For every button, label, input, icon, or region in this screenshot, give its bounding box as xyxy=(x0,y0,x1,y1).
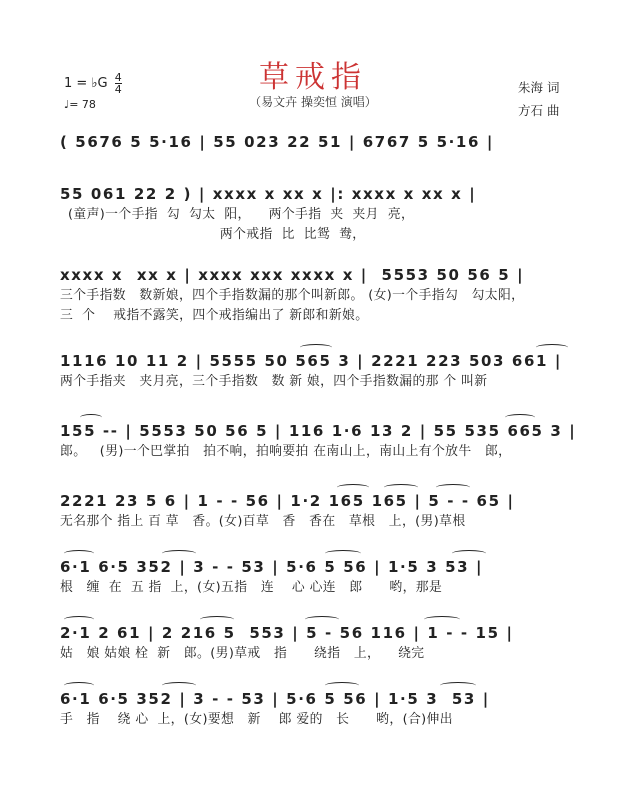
score-line-2 xyxy=(60,183,580,245)
key-label: 1 = ♭G xyxy=(64,76,108,91)
slur-mark xyxy=(424,616,460,623)
lyric-row: 手 指 绕 心 上，(女)要想 新 郎 爱的 长 哟，(合)伸出 xyxy=(60,712,453,727)
slur-mark xyxy=(162,550,196,557)
notation-row: 55 061 22 2 ) | xxxx x xx x |: xxxx x xx x | xyxy=(60,185,477,203)
slur-mark xyxy=(80,414,102,421)
notation-row: 6·1 6·5 352 | 3 - - 53 | 5·6 5 56 | 1·5 3 53 | xyxy=(60,558,484,576)
score-line-4 xyxy=(60,350,580,392)
notation-row: xxxx x xx x | xxxx xxx xxxx x | 5553 50 56 5 | xyxy=(60,266,525,284)
notation-row: ( 5676 5 5·16 | 55 023 22 51 | 6767 5 5·16 | xyxy=(60,133,494,151)
lyric-row: 姑 娘 姑娘 栓 新 郎。(男)草戒 指 绕指 上， 绕完 xyxy=(60,646,425,661)
key-signature xyxy=(64,72,122,95)
slur-mark xyxy=(440,682,476,689)
score-line-9 xyxy=(60,688,580,730)
slur-mark xyxy=(64,682,94,689)
slur-mark xyxy=(64,550,94,557)
slur-mark xyxy=(325,550,361,557)
score-line-5 xyxy=(60,420,580,462)
notation-row: 2·1 2 61 | 2 216 5 553 | 5 - 56 116 | 1 - - 15 | xyxy=(60,624,514,642)
slur-mark xyxy=(200,616,234,623)
slur-mark xyxy=(305,616,339,623)
slur-mark xyxy=(300,344,332,351)
time-signature-top: 4 xyxy=(114,71,122,84)
lyric-row: 两个手指夹 夹月亮，三个手指数 数 新 娘，四个手指数漏的那 个 叫新 xyxy=(60,374,488,389)
lyric-row: 三个手指数 数新娘，四个手指数漏的那个叫新郎。 (女)一个手指勾 勾太阳， xyxy=(60,288,525,303)
notation-row: 1116 10 11 2 | 5555 50 565 3 | 2221 223 503 661 | xyxy=(60,352,562,370)
lyricist-credit: 朱海 词 xyxy=(518,80,560,95)
slur-mark xyxy=(337,484,369,491)
composer-credit: 方石 曲 xyxy=(518,103,560,118)
score-line-7 xyxy=(60,556,580,598)
time-signature-bottom: 4 xyxy=(114,83,122,96)
notation-row: 155 -- | 5553 50 56 5 | 116 1·6 13 2 | 55 535 665 3 | xyxy=(60,422,577,440)
score-line-6 xyxy=(60,490,580,532)
lyric-row: 两个戒指 比 比鸳 鸯， xyxy=(68,227,366,242)
song-title: 草戒指 xyxy=(259,60,367,95)
score-line-3 xyxy=(60,264,580,326)
lyric-row: 郎。 (男)一个巴掌拍 拍不响，拍响要拍 在南山上，南山上有个放牛 郎， xyxy=(60,444,512,459)
slur-mark xyxy=(325,682,359,689)
notation-row: 2221 23 5 6 | 1 - - 56 | 1·2 165 165 | 5 - - 65 | xyxy=(60,492,515,510)
time-signature xyxy=(115,72,122,95)
tempo-marking: ♩= 78 xyxy=(64,98,96,111)
performers-line: （易文卉 操奕恒 演唱） xyxy=(249,95,377,109)
slur-mark xyxy=(536,344,568,351)
slur-mark xyxy=(162,682,196,689)
lyric-row: 无名那个 指上 百 草 香。(女)百草 香 香在 草根 上，(男)草根 xyxy=(60,514,466,529)
notation-row: 6·1 6·5 352 | 3 - - 53 | 5·6 5 56 | 1·5 3 53 | xyxy=(60,690,490,708)
slur-mark xyxy=(505,414,535,421)
slur-mark xyxy=(384,484,418,491)
lyric-row: 根 缠 在 五 指 上，(女)五指 连 心 心连 郎 哟，那是 xyxy=(60,580,443,595)
credits xyxy=(518,76,559,122)
score-line-1 xyxy=(60,131,580,153)
score-line-8 xyxy=(60,622,580,664)
slur-mark xyxy=(64,616,94,623)
lyric-row: 三 个 戒指不露笑，四个戒指编出了 新郎和新娘。 xyxy=(60,308,369,323)
slur-mark xyxy=(452,550,486,557)
lyric-row: (童声)一个手指 勾 勾太 阳， 两个手指 夹 夹月 亮， xyxy=(68,207,415,222)
slur-mark xyxy=(436,484,470,491)
